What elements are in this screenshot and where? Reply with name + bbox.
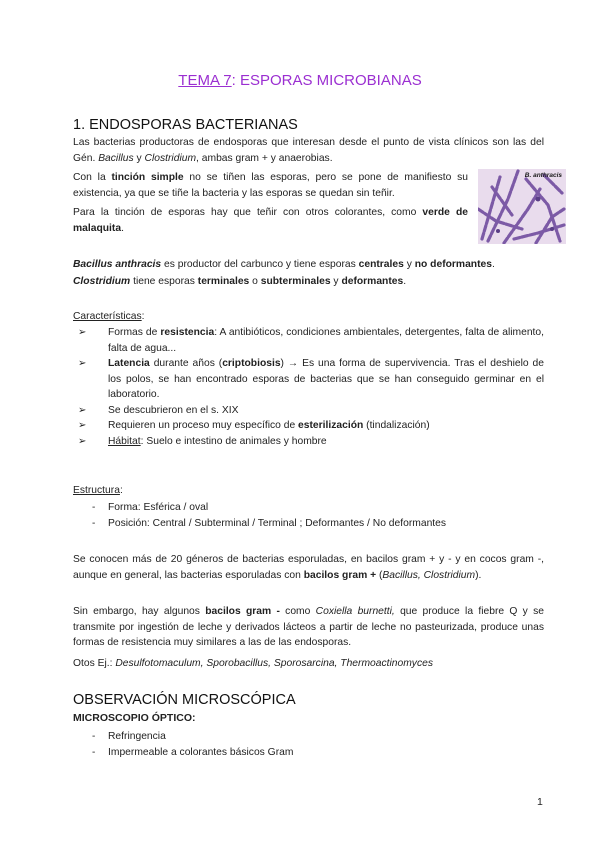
bold-term: no deformantes	[414, 259, 492, 270]
paragraph-coxiella	[73, 604, 544, 651]
text: Refringencia	[108, 731, 166, 742]
bold-term: centrales	[358, 259, 404, 270]
text: Posición: Central / Subterminal / Terminal ; Deformantes / No deformantes	[108, 517, 447, 529]
micrograph-illustration	[478, 169, 566, 244]
underlined-term: Hábitat	[108, 435, 141, 447]
text: Las bacterias productoras de endosporas que interesan desde el punto de vista clínicos son las del Gén.	[73, 137, 544, 164]
estructura-label: Estructura:	[73, 485, 123, 496]
bold-term: bacilos gram +	[303, 569, 377, 581]
text: como	[279, 606, 316, 617]
bold-term: resistencia	[160, 327, 215, 338]
text: .	[491, 259, 495, 270]
arrow-bullet-icon: ➢	[78, 327, 87, 338]
text: durante años (	[149, 358, 223, 369]
paragraph-otros-ejemplos	[73, 656, 544, 672]
species-name: Bacillus anthracis	[73, 259, 162, 270]
text: (	[376, 569, 383, 581]
subheading-microscopio-optico: MICROSCOPIO ÓPTICO:	[73, 712, 196, 724]
text: Impermeable a colorantes básicos Gram	[108, 746, 294, 758]
list-item	[73, 745, 544, 761]
list-item	[73, 325, 544, 356]
title-rest: : ESPORAS MICROBIANAS	[231, 72, 422, 89]
arrow-bullet-icon: ➢	[78, 358, 87, 369]
dash-bullet-icon: -	[92, 746, 96, 758]
title-topic: TEMA 7	[178, 72, 232, 89]
microscopio-list	[73, 729, 544, 760]
text: que produce la fiebre Q y se transmite por ingestión de leche y derivados lácteos a partir de leche no pasteurizada, produce unas formas de resistencia muy similares a las de las endosporas.	[73, 606, 544, 648]
dash-bullet-icon: -	[92, 502, 96, 513]
text: Requieren un proceso muy específico de	[108, 420, 299, 431]
bold-term: tinción simple	[111, 172, 184, 183]
text: tiene esporas	[130, 276, 198, 287]
text: : Suelo e intestino de animales y hombre	[140, 435, 327, 447]
genus-name: Clostridium	[73, 276, 131, 287]
arrow-bullet-icon: ➢	[78, 420, 87, 431]
bold-term: esterilización	[298, 420, 364, 431]
text: Se descubrieron en el s. XIX	[108, 404, 239, 416]
paragraph-intro	[73, 135, 544, 166]
species-name: Coxiella burnetti,	[315, 606, 395, 617]
arrow-bullet-icon: ➢	[78, 404, 87, 416]
text: Para la tinción de esporas hay que teñir con otros colorantes, como	[73, 207, 423, 218]
genus-bacillus: Bacillus	[98, 152, 134, 164]
genus-names: Bacillus, Clostridium	[382, 569, 476, 581]
section-heading-observacion: OBSERVACIÓN MICROSCÓPICA	[73, 692, 296, 708]
bold-term: verde de malaquita	[73, 207, 468, 234]
page-title	[0, 72, 600, 89]
paragraph-tincion-esporas	[73, 205, 468, 236]
list-item	[73, 418, 544, 434]
text: Otos Ej.:	[73, 658, 116, 669]
text: ).	[475, 569, 482, 581]
text: .	[121, 222, 124, 234]
text: es productor del carbunco y tiene esporas	[161, 259, 359, 270]
text: Sin embargo, hay algunos	[73, 606, 206, 617]
bold-term: deformantes	[341, 276, 404, 287]
paragraph-generos	[73, 552, 544, 583]
paragraph-clostridium	[73, 274, 544, 290]
dash-bullet-icon: -	[92, 731, 96, 742]
text: Con la	[73, 172, 112, 183]
text: no se tiñen las esporas, pero se pone de manifiesto su existencia, ya que se tiñe la bacteria y las esporas se quedan sin teñir.	[73, 172, 468, 199]
arrow-bullet-icon: ➢	[78, 435, 87, 447]
page-number: 1	[537, 796, 543, 808]
text: ) → Es una forma de supervivencia. Tras el deshielo de los polos, se han encontrado esporas de bacterias que se han conseguido germinar en el laboratorio.	[108, 358, 544, 400]
list-item	[73, 516, 544, 532]
dash-bullet-icon: -	[92, 517, 96, 529]
genus-names: Desulfotomaculum, Sporobacillus, Sporosarcina, Thermoactinomyces	[115, 658, 433, 669]
text: .	[403, 276, 407, 287]
label: Estructura	[73, 485, 120, 496]
paragraph-tincion-simple	[73, 170, 468, 201]
estructura-list	[73, 500, 544, 531]
bold-term: subterminales	[260, 276, 331, 287]
text: y	[403, 259, 415, 270]
list-item	[73, 356, 544, 403]
list-item	[73, 403, 544, 419]
bold-term: bacilos gram -	[205, 606, 280, 617]
text: y	[133, 152, 145, 164]
paragraph-bacillus-anthracis	[73, 257, 544, 273]
text: : A antibióticos, condiciones ambientales, detergentes, falta de alimento, falta de agua...	[108, 327, 545, 354]
figure-label: B. anthracis	[524, 172, 562, 179]
bold-term: terminales	[197, 276, 250, 287]
text: , ambas gram + y anaerobias.	[196, 152, 333, 164]
list-item	[73, 500, 544, 516]
text: y	[330, 276, 342, 287]
bacillus-anthracis-micrograph	[478, 169, 566, 244]
bold-term: Latencia	[108, 358, 150, 369]
list-item	[73, 729, 544, 745]
text: (tindalización)	[363, 420, 430, 431]
caracteristicas-list	[73, 325, 544, 449]
label: Características	[73, 311, 142, 322]
genus-clostridium: Clostridium	[144, 152, 197, 164]
caracteristicas-label: Características:	[73, 311, 145, 322]
section-heading-endosporas: 1. ENDOSPORAS BACTERIANAS	[73, 117, 298, 133]
bold-term: criptobiosis	[222, 358, 281, 369]
text: Se conocen más de 20 géneros de bacterias esporuladas, en bacilos gram + y - y en cocos gram -, aunque en general, las bacterias esporuladas con	[73, 554, 544, 581]
text: o	[249, 276, 261, 287]
text: Forma: Esférica / oval	[108, 502, 209, 513]
text: Formas de	[108, 327, 161, 338]
list-item	[73, 434, 544, 450]
